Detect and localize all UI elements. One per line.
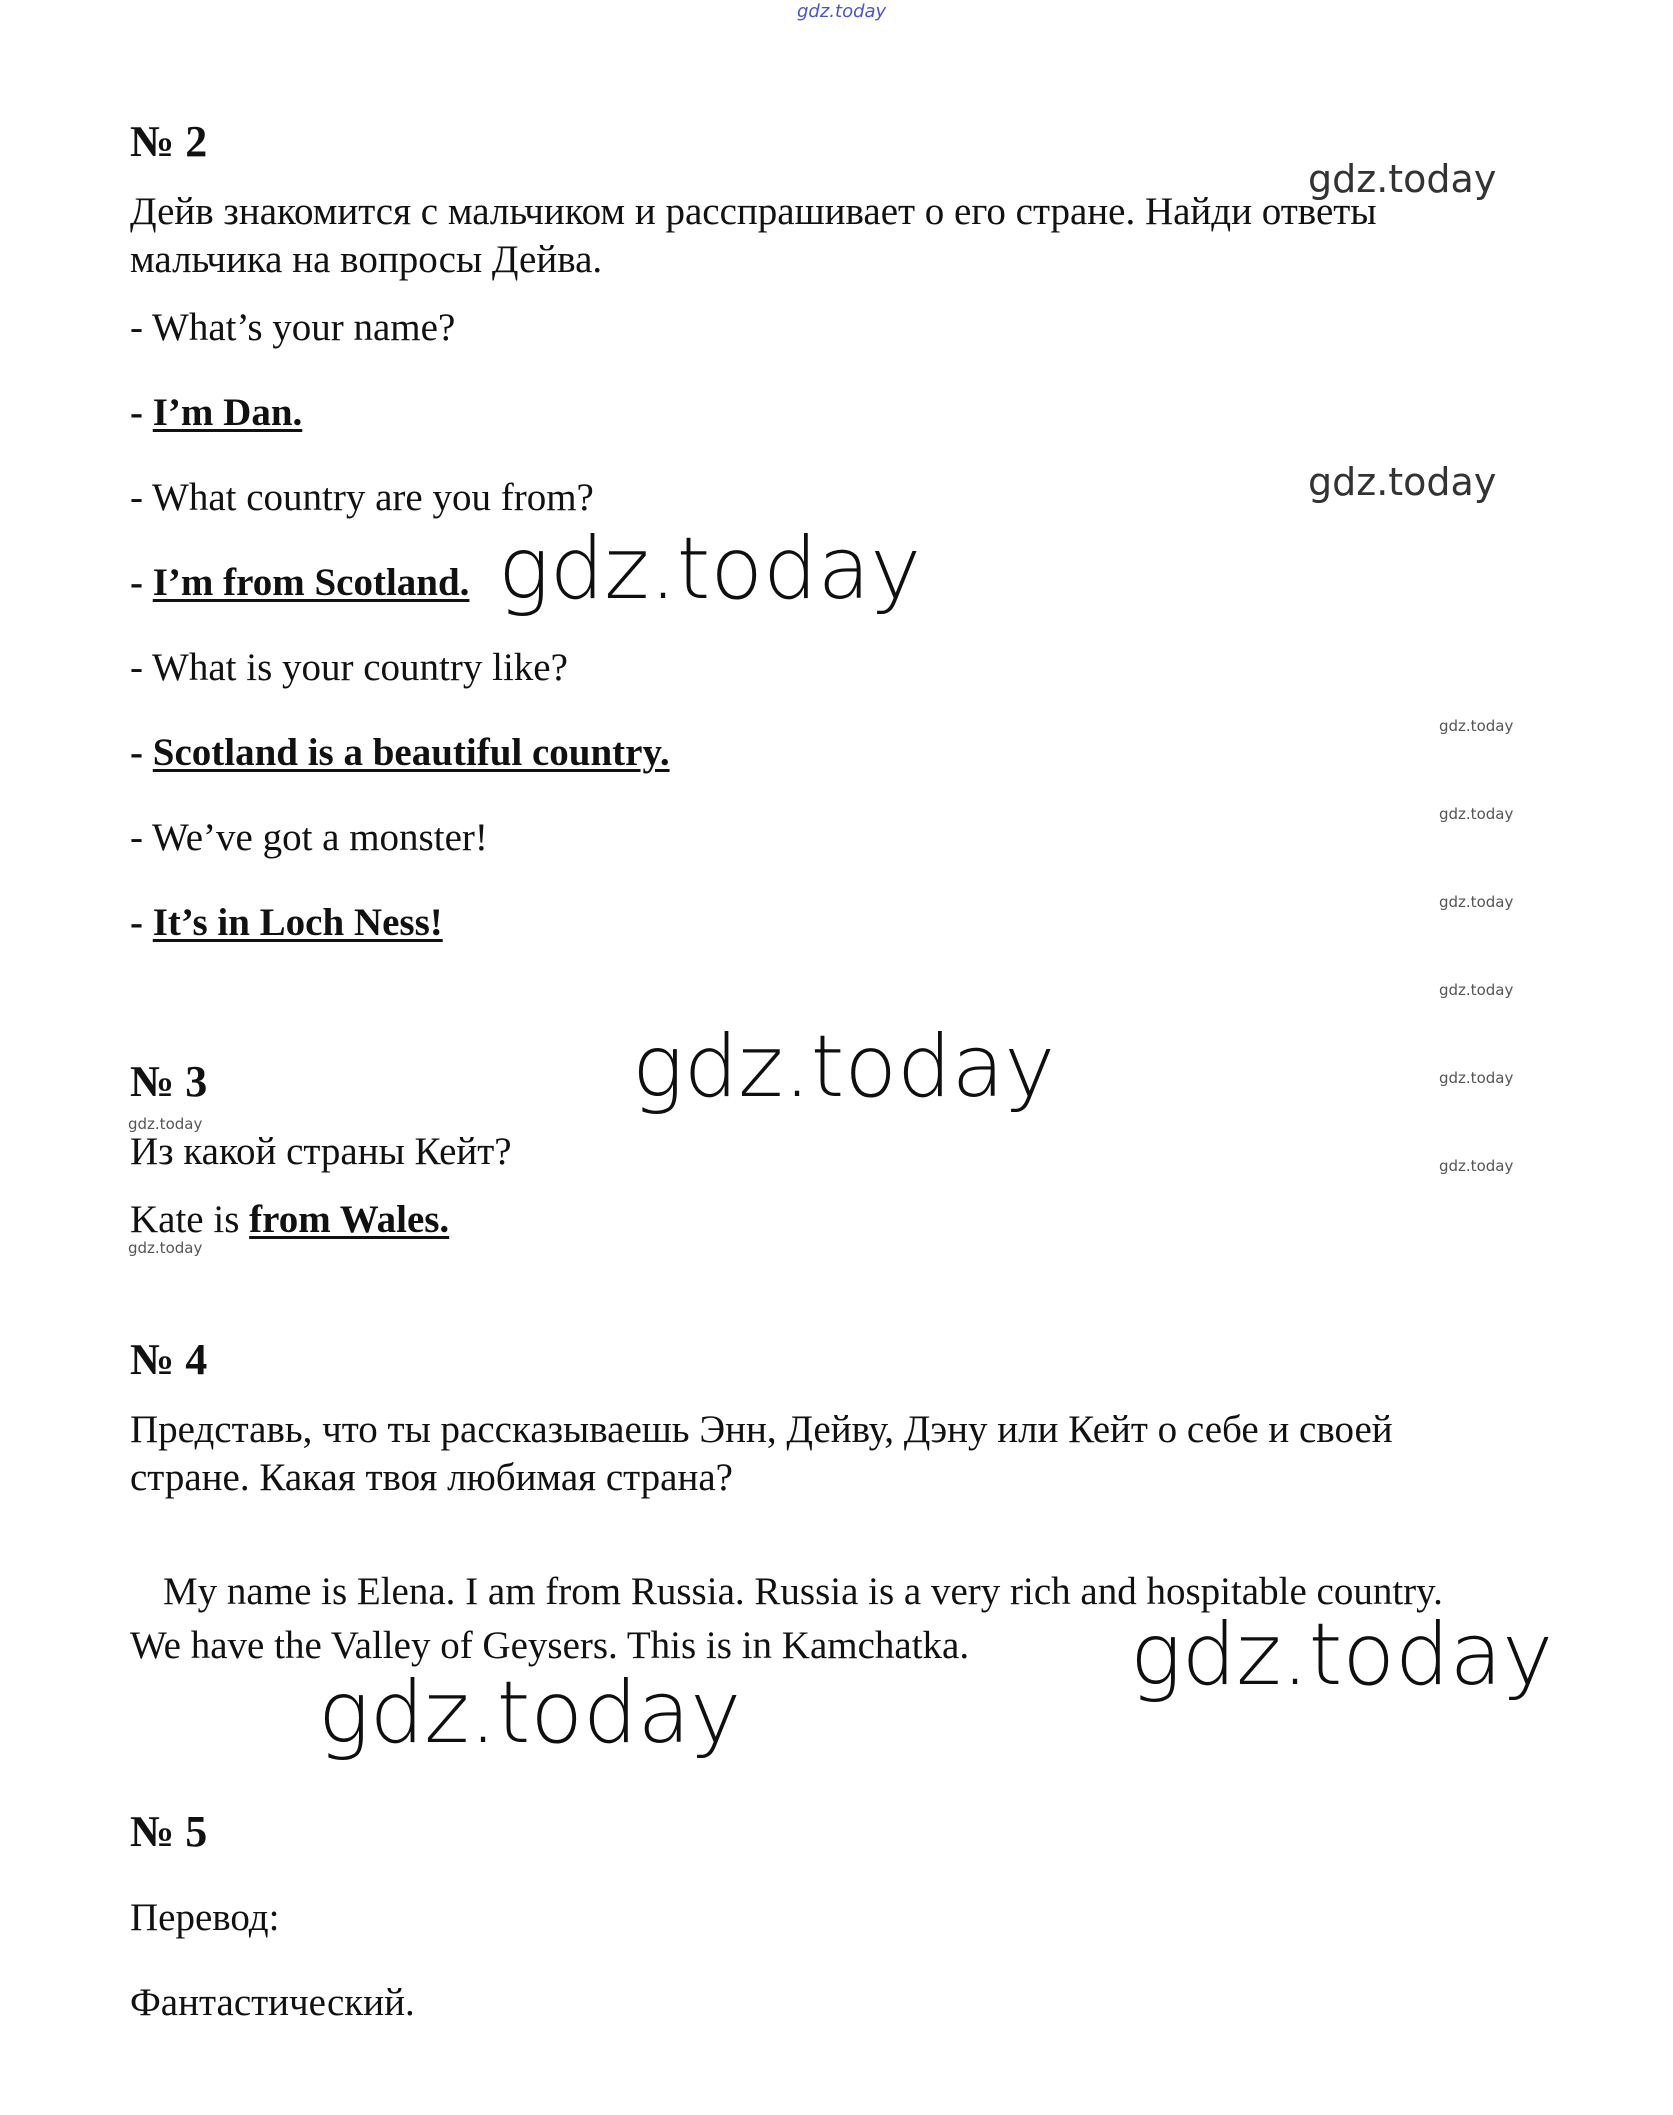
- task-2-number: № 2: [130, 117, 208, 166]
- watermark: gdz.today: [1439, 893, 1514, 911]
- task-4-instruction-line1: Представь, что ты рассказываешь Энн, Дейву, Дэну или Кейт о себе и своей: [130, 1408, 1393, 1451]
- task-3-answer: from Wales.: [249, 1198, 450, 1241]
- watermark: gdz.today: [498, 519, 922, 619]
- answer-dash: -: [130, 901, 153, 944]
- watermark: gdz.today: [1439, 805, 1514, 823]
- watermark: gdz.today: [1439, 981, 1514, 999]
- watermark: gdz.today: [1308, 460, 1497, 504]
- task-3-number: № 3: [130, 1057, 208, 1106]
- watermark: gdz.today: [128, 1239, 203, 1257]
- task-4-text-line1: My name is Elena. I am from Russia. Russia is a very rich and hospitable country.: [163, 1570, 1443, 1613]
- task-2-instruction-line2: мальчика на вопросы Дейва.: [130, 238, 603, 281]
- answer-dash: -: [130, 731, 153, 774]
- task-5-answer: Фантастический.: [130, 1981, 415, 2024]
- watermark: gdz.today: [1439, 717, 1514, 735]
- task-3-question: Из какой страны Кейт?: [130, 1130, 512, 1173]
- answer-4: It’s in Loch Ness!: [152, 901, 443, 944]
- task-3-answer-prefix: Kate is: [130, 1198, 250, 1241]
- watermark: gdz.today: [1130, 1605, 1554, 1705]
- answer-3: Scotland is a beautiful country.: [152, 731, 670, 774]
- watermark: gdz.today: [1439, 1069, 1514, 1087]
- answer-4-row: [130, 899, 443, 947]
- question-2: - What country are you from?: [130, 476, 594, 519]
- task-2-instruction-line1: Дейв знакомится с мальчиком и расспрашивает о его стране. Найди ответы: [130, 190, 1377, 233]
- task-5-number: № 5: [130, 1807, 208, 1856]
- answer-dash: -: [130, 561, 153, 604]
- watermark: gdz.today: [1308, 157, 1497, 201]
- watermark: gdz.today: [1439, 1157, 1514, 1175]
- watermark-top: gdz.today: [797, 1, 887, 22]
- task-3-answer-row: [130, 1196, 449, 1244]
- answer-dash: -: [130, 391, 153, 434]
- answer-2-row: [130, 559, 469, 607]
- answer-2: I’m from Scotland.: [152, 561, 470, 604]
- watermark: gdz.today: [128, 1115, 203, 1133]
- question-1: - What’s your name?: [130, 306, 456, 349]
- task-4-number: № 4: [130, 1335, 208, 1384]
- answer-1: I’m Dan.: [152, 391, 303, 434]
- watermark: gdz.today: [632, 1017, 1056, 1117]
- question-4: - We’ve got a monster!: [130, 816, 488, 859]
- task-4-text-line2: We have the Valley of Geysers. This is in Kamchatka.: [130, 1624, 970, 1667]
- answer-3-row: [130, 729, 670, 777]
- task-5-label: Перевод:: [130, 1896, 280, 1939]
- task-4-instruction-line2: стране. Какая твоя любимая страна?: [130, 1456, 733, 1499]
- answer-1-row: [130, 389, 302, 437]
- watermark: gdz.today: [318, 1663, 742, 1763]
- question-3: - What is your country like?: [130, 646, 568, 689]
